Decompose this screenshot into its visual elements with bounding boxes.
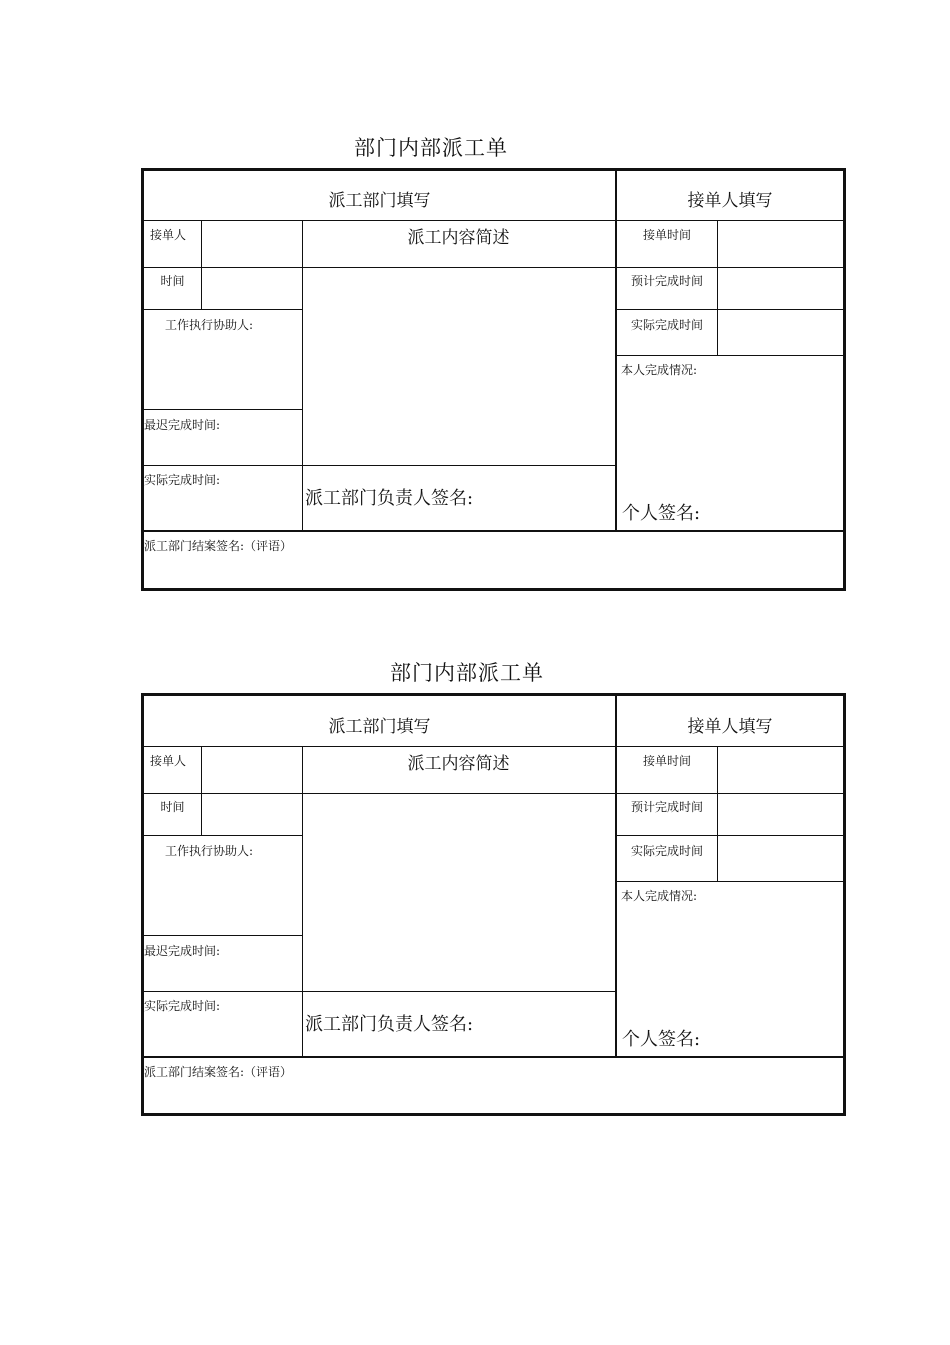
dept-head-signature-label: 派工部门负责人签名: [305,488,474,509]
actual-completion-label: 实际完成时间 [630,318,703,332]
grid-line [615,267,843,268]
grid-line [302,220,303,530]
latest-completion-label: 最迟完成时间: [144,944,221,958]
actual-completion-label: 实际完成时间 [630,844,703,858]
grid-line [144,465,615,466]
grid-line [201,220,202,309]
grid-line [144,793,302,794]
personal-status-label: 本人完成情况: [621,363,698,377]
personal-signature-label: 个人签名: [622,503,701,524]
grid-line [144,220,843,221]
grid-line [615,881,843,882]
grid-line [615,696,617,1058]
grid-line [302,793,615,794]
receive-time-label: 接单时间 [642,754,691,768]
dispatch-form [141,168,846,591]
time-label: 时间 [160,274,185,288]
dispatch-form [141,693,846,1116]
personal-status-label: 本人完成情况: [621,889,698,903]
grid-line [717,746,718,881]
receiver-section-header: 接单人填写 [687,191,773,211]
grid-line [144,267,302,268]
grid-line [144,835,302,836]
dispatch-dept-header: 派工部门填写 [328,717,431,737]
form-title: 部门内部派工单 [354,136,508,160]
grid-line [302,267,615,268]
grid-line [144,1056,843,1058]
dept-head-signature-label: 派工部门负责人签名: [305,1014,474,1035]
grid-line [615,835,843,836]
grid-line [615,793,843,794]
grid-line [717,220,718,355]
form-title: 部门内部派工单 [390,661,544,685]
dispatch-dept-header: 派工部门填写 [328,191,431,211]
grid-line [144,935,302,936]
actual-completion-time-label: 实际完成时间: [144,473,221,487]
closing-signature-label: 派工部门结案签名:（评语） [144,539,293,553]
personal-signature-label: 个人签名: [622,1029,701,1050]
assistant-label: 工作执行协助人: [165,318,254,332]
receiver-label: 接单人 [150,228,187,242]
grid-line [144,746,843,747]
grid-line [144,991,615,992]
expected-completion-label: 预计完成时间 [630,800,703,814]
receive-time-label: 接单时间 [642,228,691,242]
content-summary-header: 派工内容简述 [407,754,510,774]
latest-completion-label: 最迟完成时间: [144,418,221,432]
grid-line [302,746,303,1056]
grid-line [201,746,202,835]
actual-completion-time-label: 实际完成时间: [144,999,221,1013]
receiver-label: 接单人 [150,754,187,768]
receiver-section-header: 接单人填写 [687,717,773,737]
time-label: 时间 [160,800,185,814]
assistant-label: 工作执行协助人: [165,844,254,858]
grid-line [144,530,843,532]
expected-completion-label: 预计完成时间 [630,274,703,288]
content-summary-header: 派工内容简述 [407,228,510,248]
closing-signature-label: 派工部门结案签名:（评语） [144,1065,293,1079]
grid-line [144,409,302,410]
grid-line [615,309,843,310]
grid-line [615,355,843,356]
grid-line [144,309,302,310]
